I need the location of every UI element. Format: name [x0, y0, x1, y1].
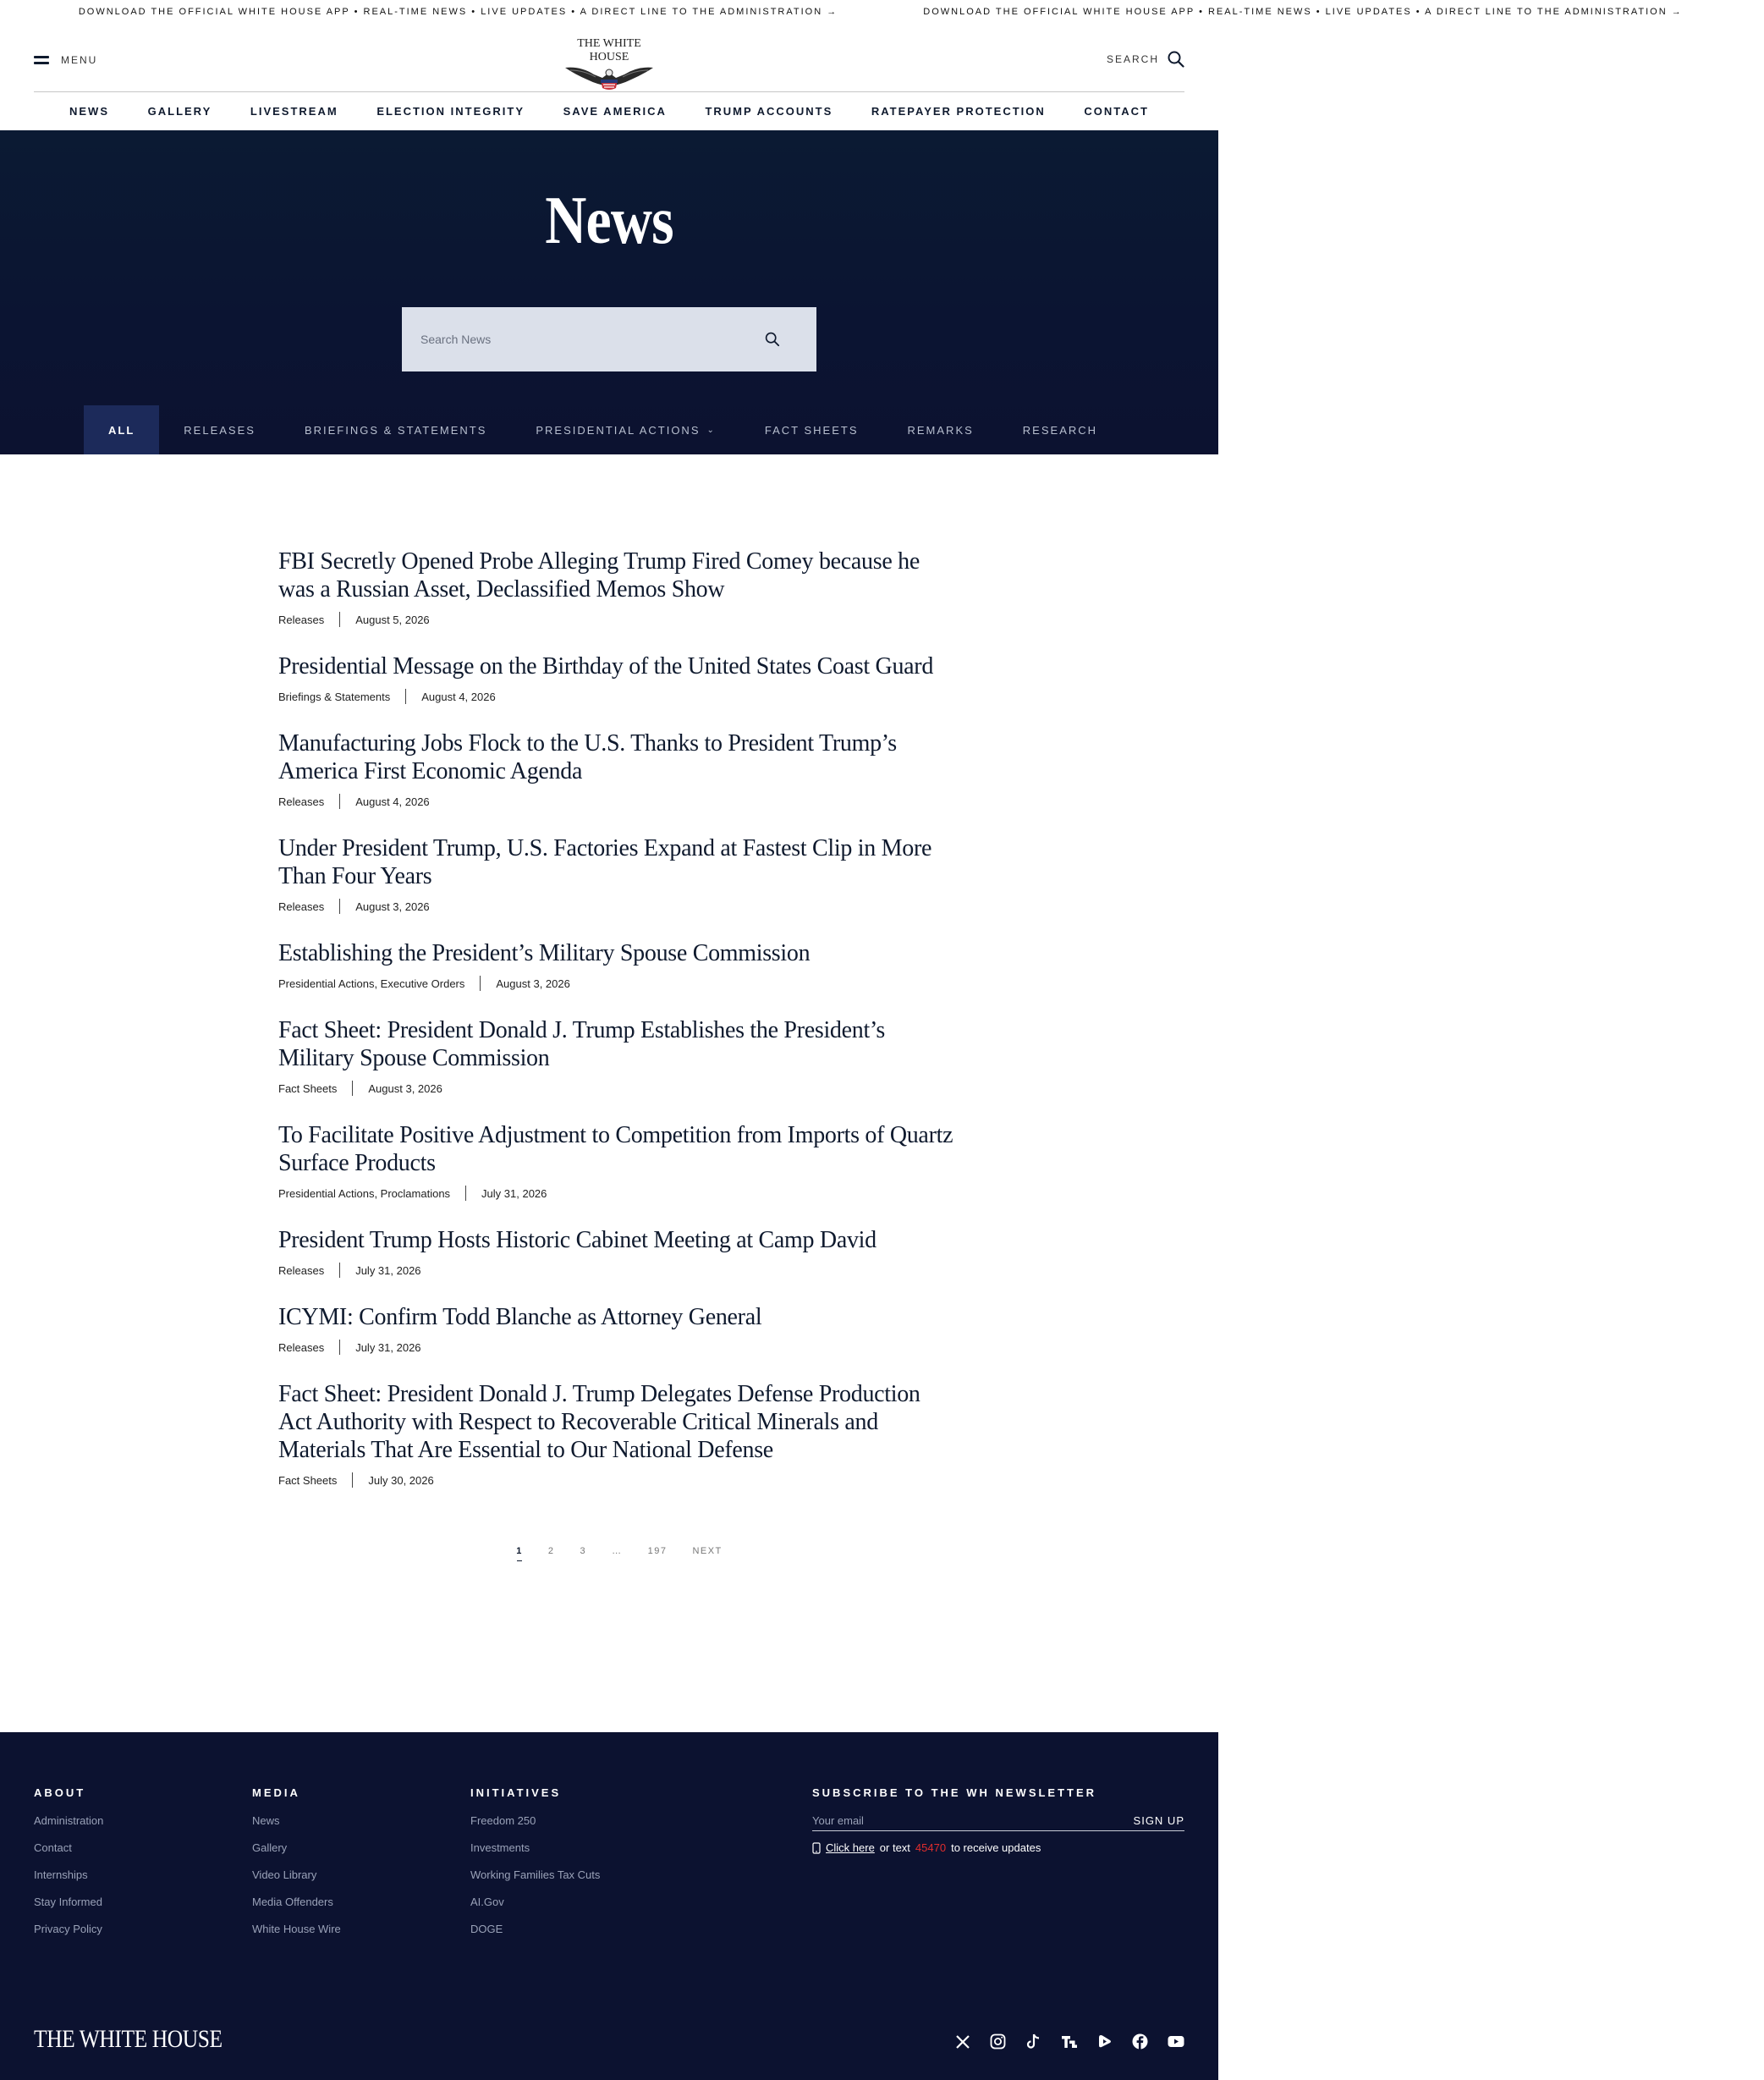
list-item	[278, 939, 955, 991]
truth-social-icon[interactable]	[1060, 2033, 1078, 2050]
article-category[interactable]: Releases	[278, 900, 325, 913]
nav-ratepayer-protection[interactable]: RATEPAYER PROTECTION	[871, 105, 1046, 118]
newsletter-signup-button[interactable]: SIGN UP	[1133, 1814, 1184, 1827]
sms-click-here-link[interactable]: Click here	[826, 1841, 875, 1854]
news-search-box	[402, 307, 816, 371]
footer-wordmark[interactable]: THE WHITE HOUSE	[34, 2025, 223, 2053]
article-category[interactable]: Releases	[278, 1340, 325, 1354]
tab-briefings-statements[interactable]: BRIEFINGS & STATEMENTS	[304, 423, 487, 437]
article-category[interactable]: Releases	[278, 613, 325, 626]
page-link-3[interactable]: 3	[580, 1546, 587, 1556]
meta-divider	[339, 612, 340, 627]
news-list	[278, 454, 955, 1564]
nav-trump-accounts[interactable]: TRUMP ACCOUNTS	[705, 105, 833, 118]
article-meta	[278, 899, 955, 914]
article-date: July 31, 2026	[355, 1340, 421, 1354]
footer-about	[34, 1786, 103, 1950]
menu-label: MENU	[61, 54, 98, 66]
facebook-icon[interactable]	[1131, 2033, 1149, 2050]
article-title-link[interactable]: Presidential Message on the Birthday of the United States Coast Guard	[278, 653, 934, 680]
site-header	[0, 24, 1218, 91]
search-label: SEARCH	[1106, 53, 1159, 65]
article-meta	[278, 689, 955, 704]
search-icon	[1168, 51, 1184, 68]
meta-divider	[465, 1186, 466, 1201]
meta-divider	[339, 899, 340, 914]
tab-fact-sheets[interactable]: FACT SHEETS	[764, 423, 859, 437]
article-date: August 3, 2026	[496, 977, 570, 990]
page-link-1[interactable]: 1	[516, 1546, 523, 1556]
tab-releases[interactable]: RELEASES	[184, 423, 256, 437]
footer-heading: MEDIA	[252, 1786, 300, 1799]
ticker-item[interactable]: DOWNLOAD THE OFFICIAL WHITE HOUSE APP • REAL-TIME NEWS • LIVE UPDATES • A DIRECT LINE TO THE ADMINISTRATION →	[923, 7, 1683, 17]
sms-signup-text	[812, 1841, 1184, 1854]
nav-save-america[interactable]: SAVE AMERICA	[563, 105, 667, 118]
social-links	[953, 2033, 1184, 2050]
article-date: August 4, 2026	[421, 690, 496, 703]
nav-contact[interactable]: CONTACT	[1084, 105, 1149, 118]
sms-code: 45470	[915, 1841, 947, 1854]
footer-link[interactable]: News	[252, 1814, 280, 1827]
footer-link[interactable]: Gallery	[252, 1841, 288, 1854]
news-hero	[0, 130, 1218, 454]
article-meta	[278, 1263, 955, 1278]
article-meta	[278, 1186, 955, 1201]
nav-gallery[interactable]: GALLERY	[147, 105, 212, 118]
newsletter-heading: SUBSCRIBE TO THE WH NEWSLETTER	[812, 1786, 1097, 1799]
article-category[interactable]: Fact Sheets	[278, 1473, 338, 1487]
sms-tail-text: to receive updates	[951, 1841, 1041, 1854]
article-category[interactable]: Presidential Actions, Proclamations	[278, 1186, 451, 1200]
article-category[interactable]: Presidential Actions, Executive Orders	[278, 977, 465, 990]
x-icon[interactable]	[953, 2033, 971, 2050]
article-meta	[278, 1340, 955, 1355]
list-item	[278, 1016, 955, 1096]
page-title: News	[545, 184, 673, 258]
footer-link[interactable]: Administration	[34, 1814, 104, 1827]
article-title-link[interactable]: Manufacturing Jobs Flock to the U.S. Thanks to President Trump’s America First Economic Agenda	[278, 730, 897, 784]
footer-link[interactable]: Privacy Policy	[34, 1923, 102, 1935]
news-search-input[interactable]	[420, 333, 762, 346]
list-item	[278, 652, 955, 704]
article-title-link[interactable]: President Trump Hosts Historic Cabinet Meeting at Camp David	[278, 1227, 877, 1253]
white-house-logo[interactable]	[558, 37, 660, 83]
rumble-icon[interactable]	[1096, 2033, 1113, 2050]
footer-heading: ABOUT	[34, 1786, 86, 1799]
article-date: August 5, 2026	[355, 613, 430, 626]
list-item	[278, 1380, 955, 1488]
phone-icon	[812, 1842, 821, 1854]
article-title-link[interactable]: Establishing the President’s Military Spouse Commission	[278, 940, 811, 966]
article-date: July 31, 2026	[481, 1186, 547, 1200]
footer-link[interactable]: Investments	[470, 1841, 530, 1854]
sms-mid-text: or text	[879, 1841, 910, 1854]
article-date: July 30, 2026	[368, 1473, 434, 1487]
tab-presidential-actions[interactable]	[511, 405, 740, 454]
eagle-seal-icon	[563, 63, 655, 91]
list-item	[278, 1303, 955, 1355]
nav-livestream[interactable]: LIVESTREAM	[250, 105, 338, 118]
instagram-icon[interactable]	[989, 2033, 1007, 2050]
category-filter-tabs	[84, 405, 1122, 454]
footer-link[interactable]: Media Offenders	[252, 1896, 333, 1908]
article-title-link[interactable]: Under President Trump, U.S. Factories Expand at Fastest Clip in More Than Four Years	[278, 835, 932, 889]
footer-link[interactable]: Stay Informed	[34, 1896, 102, 1908]
article-title-link[interactable]: Fact Sheet: President Donald J. Trump Establishes the President’s Military Spouse Commission	[278, 1017, 886, 1071]
meta-divider	[339, 1340, 340, 1355]
hamburger-icon	[34, 56, 49, 64]
list-item	[278, 729, 955, 809]
meta-divider	[352, 1472, 353, 1488]
article-meta	[278, 612, 955, 627]
next-page-button[interactable]: NEXT	[692, 1546, 723, 1556]
menu-button[interactable]	[34, 54, 97, 66]
footer-link[interactable]: Internships	[34, 1868, 88, 1881]
meta-divider	[339, 1263, 340, 1278]
footer-link[interactable]: White House Wire	[252, 1923, 341, 1935]
list-item	[278, 834, 955, 914]
footer-link[interactable]: DOGE	[470, 1923, 503, 1935]
newsletter-email-input[interactable]	[812, 1814, 1134, 1827]
tab-presidential-actions-label: PRESIDENTIAL ACTIONS	[536, 423, 701, 437]
meta-divider	[339, 794, 340, 809]
article-category[interactable]: Releases	[278, 795, 325, 808]
article-category[interactable]: Briefings & Statements	[278, 690, 391, 703]
page-link-2[interactable]: 2	[547, 1546, 555, 1556]
search-icon	[765, 332, 780, 347]
list-item	[278, 1121, 955, 1201]
footer-initiatives	[470, 1786, 600, 1950]
article-date: August 3, 2026	[355, 900, 430, 913]
footer-link[interactable]: AI.Gov	[470, 1896, 504, 1908]
list-item	[278, 1226, 955, 1278]
announcement-ticker[interactable]	[0, 0, 1683, 24]
tab-remarks[interactable]: REMARKS	[907, 423, 974, 437]
ticker-track	[0, 7, 1764, 17]
article-title-link[interactable]: Fact Sheet: President Donald J. Trump Delegates Defense Production Act Authority with Respect to Recoverable Critical Minerals and Materials That Are Essential to Our National Defense	[278, 1381, 920, 1463]
site-footer	[0, 1732, 1218, 2080]
article-title-link[interactable]: ICYMI: Confirm Todd Blanche as Attorney General	[278, 1304, 762, 1330]
meta-divider	[480, 976, 481, 991]
pagination	[283, 1538, 955, 1564]
footer-link[interactable]: Working Families Tax Cuts	[470, 1868, 601, 1881]
article-date: August 4, 2026	[355, 795, 430, 808]
page-link-last[interactable]: 197	[647, 1546, 668, 1556]
footer-link[interactable]: Contact	[34, 1841, 72, 1854]
tiktok-icon[interactable]	[1025, 2033, 1042, 2050]
footer-media	[252, 1786, 341, 1950]
article-title-link[interactable]: To Facilitate Positive Adjustment to Competition from Imports of Quartz Surface Products	[278, 1122, 953, 1176]
footer-heading: INITIATIVES	[470, 1786, 562, 1799]
footer-link[interactable]: Freedom 250	[470, 1814, 536, 1827]
article-meta	[278, 976, 955, 991]
nav-election-integrity[interactable]: ELECTION INTEGRITY	[376, 105, 525, 118]
newsletter-signup	[812, 1786, 1184, 1854]
article-title-link[interactable]: FBI Secretly Opened Probe Alleging Trump Fired Comey because he was a Russian Asset, Declassified Memos Show	[278, 548, 920, 603]
chevron-down-icon: ⌄	[706, 425, 716, 435]
meta-divider	[405, 689, 406, 704]
meta-divider	[352, 1081, 353, 1096]
list-item	[278, 548, 955, 627]
page-ellipsis: …	[612, 1546, 623, 1556]
nav-news[interactable]: NEWS	[69, 105, 109, 118]
article-category[interactable]: Fact Sheets	[278, 1081, 338, 1095]
youtube-icon[interactable]	[1167, 2033, 1184, 2050]
article-date: August 3, 2026	[368, 1081, 442, 1095]
article-category[interactable]: Releases	[278, 1263, 325, 1277]
article-date: July 31, 2026	[355, 1263, 421, 1277]
main-nav	[34, 91, 1184, 130]
article-meta	[278, 794, 955, 809]
logo-wordmark: THE WHITE HOUSE	[577, 37, 641, 63]
header-search-button[interactable]	[1107, 51, 1184, 68]
article-meta	[278, 1081, 955, 1096]
ticker-item[interactable]: DOWNLOAD THE OFFICIAL WHITE HOUSE APP • REAL-TIME NEWS • LIVE UPDATES • A DIRECT LINE TO THE ADMINISTRATION →	[78, 7, 838, 17]
footer-link[interactable]: Video Library	[252, 1868, 317, 1881]
newsletter-form	[812, 1811, 1184, 1831]
article-meta	[278, 1472, 955, 1488]
news-search-submit[interactable]	[762, 329, 783, 349]
tab-all[interactable]: ALL	[84, 405, 159, 454]
tab-research[interactable]: RESEARCH	[1022, 423, 1098, 437]
